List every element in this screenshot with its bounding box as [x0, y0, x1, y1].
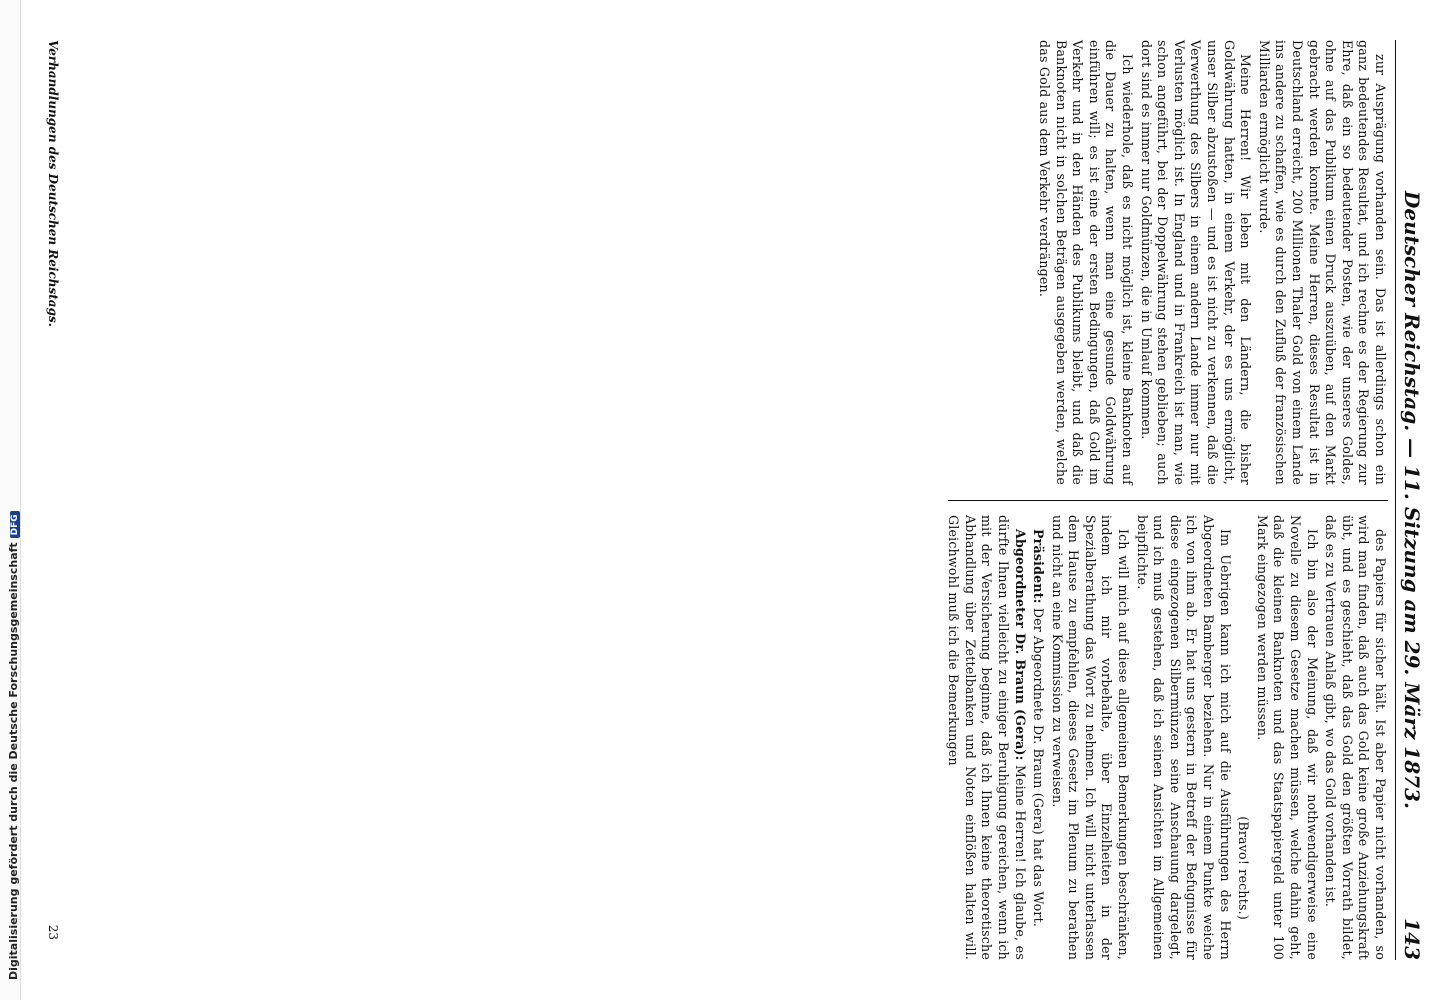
- stage-direction: (Bravo! rechts.): [1236, 816, 1252, 920]
- speaker-paragraph: [945, 515, 1028, 960]
- paragraph: zur Ausprägung vorhanden sein. Das ist allerdings schon ein ganz bedeutendes Resultat, und ich rechne es der Regierung zur Ehre, daß ein so bedeutender Posten, wie der unseres Goldes, ohne auf das Publikum einen Druck auszuüben, auf den Markt gebracht werden konnte. Meine Herren, dieses Resultat ist in Deutschland erreicht, 200 Millionen Thaler Gold von einem Lande ins andere zu schaffen, wie es durch den Zufluß der französischen Milliarden ermöglicht wurde.: [1256, 40, 1388, 485]
- paragraph: Ich wiederhole, daß es nicht möglich ist, kleine Banknoten auf die Dauer zu halten, wenn man eine gesunde Goldwährung einführen will; es ist eine der ersten Bedingungen, daß Gold im Verkehr und in den Händen des Publikums bleibt, und daß die Banknoten nicht in solchen Beträgen ausgegeben werden, welche das Gold aus dem Verkehr verdrängen.: [1037, 40, 1136, 485]
- page-number: 143: [1400, 918, 1424, 960]
- credit-text: Digitalisierung gefördert durch die Deutsche Forschungsgemeinschaft: [7, 542, 20, 980]
- paragraph: des Papiers für sicher hält. Ist aber Papier nicht vorhanden, so wird man finden, daß auch das Gold keine große Anziehungskraft übt, und es geschieht, daß das Gold den größten Vorrath bildet, daß es zu Vertrauen Anlaß gibt, wo das Gold vorhanden ist.: [1323, 515, 1388, 960]
- left-column: [58, 40, 1388, 485]
- president-text: Der Abgeordnete Dr. Braun (Gera) hat das Wort.: [1031, 607, 1047, 928]
- paragraph: Ich will mich auf diese allgemeinen Bemerkungen beschränken, indem ich mir vorbehalte, über Einzelheiten in der Spezialberathung das Wort zu nehmen. Ich will nicht unterlassen dem Hause zu empfehlen, dieses Gesetz im Plenum zu berathen und nicht an eine Kommission zu verweisen.: [1049, 515, 1132, 960]
- column-divider: [948, 500, 1388, 501]
- paragraph: Meine Herren! Wir leben mit den Ländern, die bisher Goldwährung hatten, in einem Verkehr, der es uns ermöglicht, unser Silber abzustoßen — und es ist nicht zu verkennen, daß die Verwerthung des Silbers in einem andern Lande immer nur mit Verlusten möglich ist. In England und in Frankreich ist man, wie schon angeführt, bei der Doppelwährung stehen geblieben; auch dort sind es immer nur Goldmünzen, die in Umlauf kommen.: [1138, 40, 1254, 485]
- page-header: [1395, 40, 1424, 960]
- dfg-logo: DFG: [10, 511, 20, 538]
- president-remark: [1030, 515, 1047, 960]
- paragraph: Ich bin also der Meinung, daß wir nothwendigerweise eine Novelle zu diesem Gesetze machen müssen, welche dahin geht, daß die kleinen Banknoten und das Staatspapiergeld unter 100 Mark eingezogen werden müssen.: [1254, 515, 1320, 960]
- paragraph: Im Uebrigen kann ich mich auf die Ausführungen des Herrn Abgeordneten Bamberger beziehen. Nur in einem Punkte weiche ich von ihm ab. Er hat uns gestern in Betreff der Befugnisse für diese eingezogenen Silbermünzen seine Anschauung dargelegt, und ich muß gestehen, daß ich seinen Ansichten im Allgemeinen beipflichte.: [1134, 515, 1233, 960]
- digitization-credit-strip: [0, 0, 21, 1000]
- publication-footer: Verhandlungen des Deutschen Reichstags.: [46, 40, 60, 327]
- running-title: Deutscher Reichstag. — 11. Sitzung am 29. März 1873.: [1400, 191, 1424, 809]
- rotated-newspaper-page: [42, 0, 1432, 1000]
- signature-mark: 23: [46, 924, 60, 940]
- president-label: Präsident:: [1031, 529, 1047, 604]
- digitization-credit: [7, 511, 20, 980]
- speaker-text: Meine Herren! Ich glaube, es dürfte Ihnen vielleicht zu einiger Beruhigung gereichen, wenn ich mit der Versicherung beginne, daß ich Ihnen keine theoretische Abhandlung über Zettelbanken und Noten einflößen halten will. Gleichwohl muß ich die Bemerkungen: [946, 515, 1028, 960]
- speaker-label: Abgeordneter Dr. Braun (Gera):: [1012, 529, 1028, 761]
- right-column: [58, 515, 1388, 960]
